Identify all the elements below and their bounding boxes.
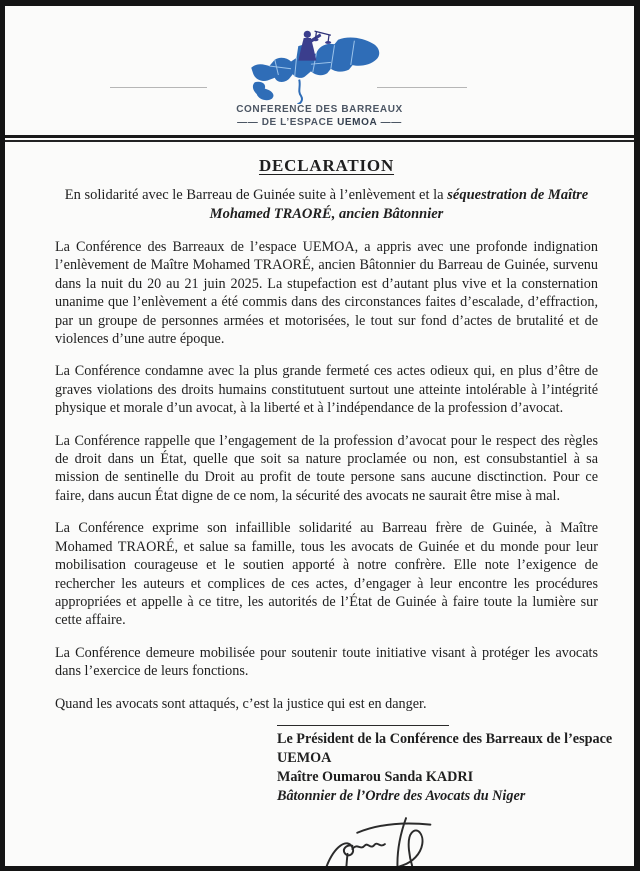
organization-name-line2: —— DE L’ESPACE UEMOA ——: [237, 116, 402, 128]
signature-rule: [277, 725, 449, 726]
paragraph-4: La Conférence exprime son infaillible solidarité au Barreau frère de Guinée, à Maître Mohamed TRAORÉ, et salue sa famille, tous les avocats de Guinée et du monde pour leur mobilisation courageuse et le soutien apporté à notre confrère. Elle note l’exigence de rechercher les auteurs et complices de ces actes, d’engager à leur encontre les procédures appropriées et appelle à ce titre, les autorités de l’État de Guinée à faire toute la lumière sur cette affaire.: [55, 520, 598, 629]
document-page: [5, 6, 634, 866]
organization-name-line1: CONFERENCE DES BARREAUX: [236, 104, 403, 115]
paragraph-2: La Conférence condamne avec la plus grande fermeté ces actes odieux qui, en plus d’être de graves violations des droits humains constitutuent surtout une atteinte intolérable à l’intégrité physique et morale d’un avocat, à la liberté et à l’indépendance de la profession d’avocat.: [55, 363, 598, 417]
signature-block: [277, 725, 617, 806]
handwritten-signature: [315, 810, 445, 866]
subtitle-regular: En solidarité avec le Barreau de Guinée suite à l’enlèvement et la: [64, 187, 448, 203]
letterhead: [5, 6, 634, 135]
paragraph-1: La Conférence des Barreaux de l’espace UEMOA, a appris avec une profonde indignation l’enlèvement de Maître Mohamed TRAORÉ, ancien Bâtonnier du Barreau de Guinée, survenu dans la nuit du 20 au 21 juin 2025. La stupefaction est d’autant plus vive et la consternation unanime que l’enlèvement a été commis dans des circonstances faites d’escalade, d’effraction, par un groupe de personnes armées et motorisées, le tout sur fond d’actes de brutalité et de violences d’une autre époque.: [55, 239, 598, 348]
document-body: [5, 142, 634, 866]
header-rule: [5, 135, 634, 142]
signatory-role: Le Président de la Conférence des Barreaux de l’espace UEMOA: [277, 730, 613, 766]
closing-quote: Quand les avocats sont attaqués, c’est la justice qui est en danger.: [55, 695, 427, 712]
organization-name: [225, 104, 415, 129]
signatory-name: Maître Oumarou Sanda KADRI: [277, 768, 474, 785]
uemoa-map-justice-icon: [245, 28, 395, 104]
document-title: DECLARATION: [258, 156, 395, 175]
paragraph-3: La Conférence rappelle que l’engagement de la profession d’avocat pour le respect des règles de droit dans un État, quelle que soit sa nature proclamée ou non, est consubstantiel à sa mission de sentinelle du Droit au profit de toute persone sans aucune disctinction. Pour ce faire, dans aucun État digne de ce nom, la sécurité des avocats ne saurait être mise à mal.: [55, 432, 598, 504]
signatory-title: Bâtonnier de l’Ordre des Avocats du Niger: [277, 787, 526, 804]
document-subtitle: [57, 186, 596, 224]
subtitle-emphasis: séquestration de Maître Mohamed TRAORÉ, ancien Bâtonnier: [209, 187, 589, 222]
organization-logo: [225, 28, 415, 129]
paragraph-5: La Conférence demeure mobilisée pour soutenir toute initiative visant à protéger les avocats dans l’exercice de leurs fonctions.: [55, 644, 598, 680]
header-left-divider: [110, 87, 207, 88]
